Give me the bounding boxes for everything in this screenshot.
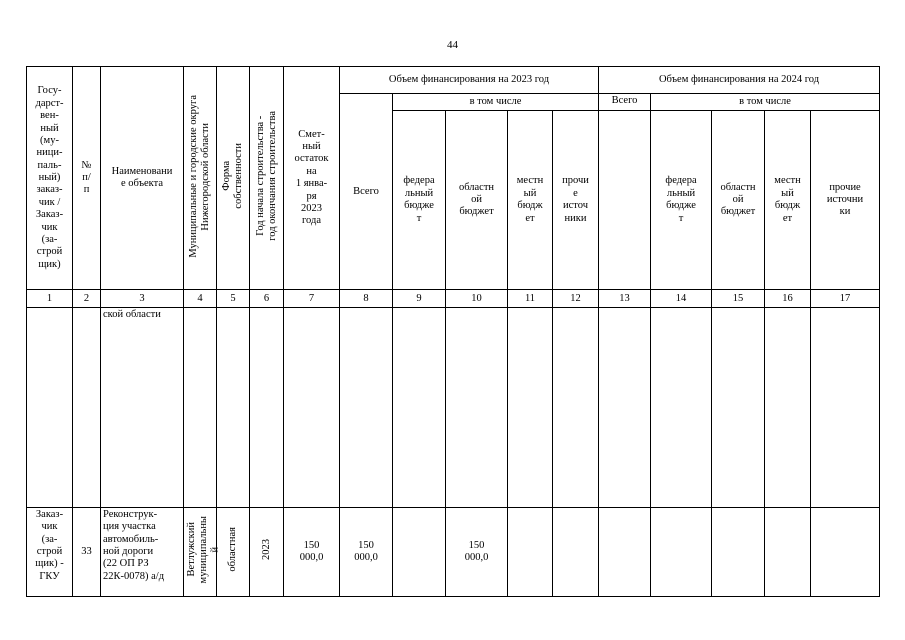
cell-object-name: Реконструк- ция участка автомобиль- ной дороги (22 ОП РЗ 22К-0078) а/д bbox=[101, 507, 184, 596]
cell-regional-2023: 150 000,0 bbox=[446, 507, 508, 596]
cell-local-2024 bbox=[765, 507, 811, 596]
cell-empty bbox=[553, 308, 599, 507]
cell-ownership bbox=[217, 507, 250, 596]
col-num: 17 bbox=[811, 290, 880, 308]
hdr-regional-2023: областн ой бюджет bbox=[446, 111, 508, 290]
cell-other-2023 bbox=[553, 507, 599, 596]
hdr-other-2023: прочи е источ ники bbox=[553, 111, 599, 290]
hdr-incl-2024: в том числе bbox=[651, 94, 880, 111]
col-num: 10 bbox=[446, 290, 508, 308]
col-num: 4 bbox=[184, 290, 217, 308]
hdr-customer: Госу- дарст- вен- ный (му- ници- паль- ный) заказ- чик / Заказ- чик (за- строй щик) bbox=[27, 67, 73, 290]
cell-empty bbox=[393, 308, 446, 507]
cell-empty bbox=[27, 308, 73, 507]
col-num: 6 bbox=[250, 290, 284, 308]
cell-empty bbox=[73, 308, 101, 507]
hdr-group-2024: Объем финансирования на 2024 год bbox=[599, 67, 880, 94]
financing-table bbox=[26, 66, 880, 597]
cell-customer: Заказ- чик (за- строй щик) - ГКУ bbox=[27, 507, 73, 596]
cell-district bbox=[184, 507, 221, 596]
hdr-years bbox=[250, 67, 284, 290]
col-num: 7 bbox=[284, 290, 340, 308]
cell-object-continuation: ской области bbox=[101, 308, 184, 507]
hdr-incl-2023: в том числе bbox=[393, 94, 599, 111]
hdr-federal-2023: федера льный бюдже т bbox=[393, 111, 446, 290]
cell-year-text: 2023 bbox=[260, 539, 272, 561]
cell-empty bbox=[284, 308, 340, 507]
hdr-ownership-text: Форма собственности bbox=[221, 143, 244, 209]
cell-total-2023: 150 000,0 bbox=[340, 507, 393, 596]
hdr-estimate: Смет- ный остаток на 1 янва- ря 2023 года bbox=[284, 67, 340, 290]
col-num: 1 bbox=[27, 290, 73, 308]
hdr-ownership bbox=[217, 67, 250, 290]
table-row bbox=[27, 308, 880, 507]
col-num: 8 bbox=[340, 290, 393, 308]
col-num: 9 bbox=[393, 290, 446, 308]
col-num: 5 bbox=[217, 290, 250, 308]
cell-district-text: Ветлужский муниципальны й bbox=[186, 515, 221, 584]
cell-empty bbox=[599, 308, 651, 507]
cell-empty bbox=[712, 308, 765, 507]
cell-federal-2024 bbox=[651, 507, 712, 596]
hdr-districts-text: Муниципальные и городские округа Нижегородской области bbox=[188, 94, 211, 258]
cell-empty bbox=[651, 308, 712, 507]
cell-empty bbox=[184, 308, 217, 507]
cell-empty bbox=[811, 308, 880, 507]
col-num: 12 bbox=[553, 290, 599, 308]
hdr-regional-2024: областн ой бюджет bbox=[712, 111, 765, 290]
cell-estimate: 150 000,0 bbox=[284, 507, 340, 596]
table-row bbox=[27, 507, 880, 596]
hdr-object-name: Наименовани е объекта bbox=[101, 67, 184, 290]
hdr-total-2024-cont bbox=[599, 111, 651, 290]
cell-empty bbox=[508, 308, 553, 507]
cell-ownership-text: областная bbox=[227, 527, 239, 573]
cell-empty bbox=[765, 308, 811, 507]
col-num: 11 bbox=[508, 290, 553, 308]
column-number-row bbox=[27, 290, 880, 308]
cell-empty bbox=[446, 308, 508, 507]
col-num: 13 bbox=[599, 290, 651, 308]
cell-regional-2024 bbox=[712, 507, 765, 596]
cell-local-2023 bbox=[508, 507, 553, 596]
hdr-total-2024: Всего bbox=[599, 94, 651, 111]
cell-empty bbox=[250, 308, 284, 507]
hdr-other-2024: прочие источни ки bbox=[811, 111, 880, 290]
cell-empty bbox=[340, 308, 393, 507]
col-num: 3 bbox=[101, 290, 184, 308]
cell-number: 33 bbox=[73, 507, 101, 596]
hdr-districts bbox=[184, 67, 217, 290]
col-num: 2 bbox=[73, 290, 101, 308]
col-num: 15 bbox=[712, 290, 765, 308]
cell-empty bbox=[217, 308, 250, 507]
hdr-group-2023: Объем финансирования на 2023 год bbox=[340, 67, 599, 94]
cell-year bbox=[250, 507, 284, 596]
hdr-total-2023: Всего bbox=[340, 94, 393, 290]
hdr-federal-2024: федера льный бюдже т bbox=[651, 111, 712, 290]
header-row-groups bbox=[27, 67, 880, 94]
page-number: 44 bbox=[447, 39, 458, 51]
hdr-number: № п/ п bbox=[73, 67, 101, 290]
hdr-local-2024: местн ый бюдж ет bbox=[765, 111, 811, 290]
col-num: 14 bbox=[651, 290, 712, 308]
hdr-years-text: Год начала строительства - год окончания строительства bbox=[254, 111, 278, 241]
cell-federal-2023 bbox=[393, 507, 446, 596]
cell-total-2024 bbox=[599, 507, 651, 596]
cell-other-2024 bbox=[811, 507, 880, 596]
col-num: 16 bbox=[765, 290, 811, 308]
hdr-local-2023: местн ый бюдж ет bbox=[508, 111, 553, 290]
